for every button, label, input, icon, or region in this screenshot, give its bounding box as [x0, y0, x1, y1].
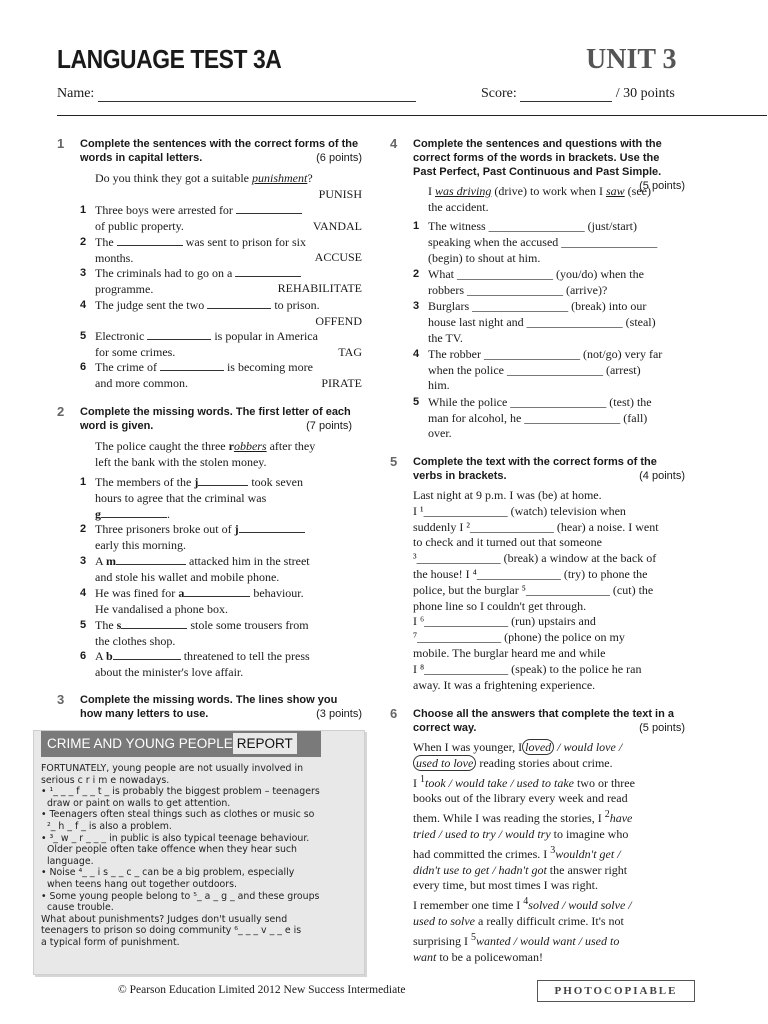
q6-gap-number: 4	[523, 896, 529, 908]
q1-item-3	[95, 266, 301, 298]
q4-item-number: 4	[413, 347, 420, 360]
q2-item-2-text2: early this morning.	[95, 537, 186, 552]
name-label: Name:	[57, 86, 95, 101]
q1-item-1-word: VANDAL	[312, 219, 362, 233]
q4-number: 4	[390, 136, 398, 151]
q1-item-4-text-b: to prison.	[274, 298, 320, 312]
q2-item-2-text: Three prisoners broke out of	[95, 522, 232, 536]
q1-item-6-text2: and more common.	[95, 375, 188, 390]
q2-item-5	[95, 618, 309, 650]
q1-example-answer: punishment	[251, 171, 308, 185]
q6-text-5a: them. While I was reading the stories, I	[413, 811, 602, 826]
q2-instruction-text: Complete the missing words. The first letter of each word is given.	[80, 406, 351, 432]
report-line: a typical form of punishment.	[41, 937, 180, 948]
q1-item-2	[95, 235, 306, 267]
report-title-accent: REPORT	[233, 733, 297, 754]
q2-item-1: The members of the j took seven hours to agree that the criminal was g .	[95, 475, 303, 521]
q1-item-number: 4	[80, 299, 87, 311]
q6-options-4a[interactable]: solved / would solve /	[528, 898, 632, 913]
q1-item-number: 2	[80, 236, 87, 248]
q1-item-6-text: The crime of	[95, 360, 157, 374]
q6-text-3a: I	[413, 775, 417, 790]
q1-item-3-text2: programme.	[95, 281, 154, 296]
q2-item-6-letter: b	[106, 649, 113, 663]
report-line: • Some young people belong to ⁵_ a _ g _ and these groups	[41, 890, 320, 902]
q2-item-number: 3	[80, 555, 87, 567]
q2-example-letter: r	[228, 439, 234, 453]
q1-answer-4[interactable]	[207, 298, 271, 309]
q2-item-3-text: A	[95, 554, 104, 568]
q2-item-number: 5	[80, 619, 87, 631]
q2-answer-5[interactable]	[121, 618, 187, 629]
score-total: / 30 points	[615, 86, 675, 101]
q2-item-4-text: He was fined for	[95, 586, 176, 600]
q5-points: (4 points)	[639, 470, 685, 482]
q6-options-2a[interactable]: have	[609, 811, 633, 826]
q4-item-5	[428, 395, 698, 442]
q6-option[interactable]: / would love /	[557, 740, 623, 754]
report-title: CRIME AND YOUNG PEOPLE	[47, 736, 233, 751]
q3-points: (3 points)	[316, 708, 362, 720]
q2-item-1-text2: hours to agree that the criminal was	[95, 490, 267, 505]
report-box	[33, 730, 365, 975]
q5-text-line: I ¹______________ (watch) television when	[413, 503, 626, 518]
q4-example-line2: the accident.	[428, 199, 489, 214]
q2-answer-1b[interactable]	[101, 507, 167, 518]
q2-example-post: after they	[269, 439, 316, 453]
q2-item-3-text-b: attacked him in the street	[189, 554, 310, 568]
q4-example-answer-2: saw	[605, 184, 625, 198]
score-label: Score:	[481, 86, 517, 101]
q2-item-number: 2	[80, 523, 87, 535]
q4-item-line: when the police ________________ (arrest)	[428, 362, 641, 377]
q2-item-4-letter: a	[178, 586, 185, 600]
q6-text-3c: two or three	[576, 775, 635, 790]
q1-item-3-word: REHABILITATE	[277, 281, 362, 295]
q2-item-4-text2: He vandalised a phone box.	[95, 601, 228, 616]
q2-item-2-letter: j	[234, 522, 239, 536]
q5-text-line: Last night at 9 p.m. I was (be) at home.	[413, 488, 602, 502]
q2-instruction	[80, 405, 352, 433]
q1-item-6-text-b: is becoming more	[226, 360, 313, 374]
q4-item-line: him.	[428, 378, 450, 393]
q4-item-line: The witness ________________ (just/start)	[428, 219, 637, 233]
q2-item-1-text-b: took seven	[251, 475, 303, 489]
q5-text-line: the house! I ⁴______________ (try) to phone the	[413, 566, 648, 581]
name-field[interactable]	[98, 90, 416, 102]
report-line: ²_ h _ f _ is also a problem.	[41, 821, 172, 832]
q1-example-pre: Do you think they got a suitable	[95, 171, 249, 185]
q1-item-5	[95, 329, 318, 361]
q2-number: 2	[57, 404, 65, 419]
q2-item-6-text: A	[95, 649, 104, 663]
report-line: FORTUNATELY, young people are not usually involved in	[41, 763, 304, 774]
q2-item-5-text-b: stole some trousers from	[190, 618, 309, 632]
q5-text	[413, 488, 703, 693]
q4-item-line: house last night and ________________ (steal)	[428, 314, 656, 329]
q6-gap-number: 1	[420, 773, 425, 785]
q5-text-line: I ⁸______________ (speak) to the police he ran	[413, 661, 642, 676]
q1-item-2-text: The	[95, 235, 114, 249]
q6-options-3b[interactable]: didn't use to get / hadn't got	[413, 862, 547, 877]
report-line: What about punishments? Judges don't usually send	[41, 913, 288, 925]
q4-item-line: What ________________ (you/do) when the	[428, 266, 644, 281]
q4-example-answer-1: was driving	[435, 184, 492, 198]
q4-points: (5 points)	[639, 180, 685, 192]
q2-answer-6[interactable]	[113, 649, 181, 660]
q2-example-line2: left the bank with the stolen money.	[95, 454, 267, 469]
q5-text-line: police, but the burglar ⁵______________ (cut) the	[413, 582, 654, 597]
q1-answer-6[interactable]	[160, 360, 224, 371]
q4-instruction-text: Complete the sentences and questions with the correct forms of the words in brackets. Use the Past Perfect, Past Continuous and Past Simple.	[413, 138, 662, 178]
score-field[interactable]	[520, 90, 612, 102]
q2-example-answer: obbers	[233, 439, 267, 453]
q2-item-6-text-b: threatened to tell the press	[183, 649, 310, 663]
q1-item-2-text-b: was sent to prison for six	[185, 235, 306, 249]
q1-instruction	[80, 137, 362, 165]
q2-item-number: 1	[80, 476, 87, 488]
q2-item-1-letter2: g	[95, 506, 101, 521]
q6-text-12a: surprising I	[413, 933, 468, 948]
q4-item-number: 2	[413, 267, 420, 280]
q5-text-line: ⁷______________ (phone) the police on my	[413, 630, 625, 645]
q1-item-1-text: Three boys were arrested for	[95, 203, 233, 217]
q4-item-line: Burglars ________________ (break) into our	[428, 299, 647, 313]
q1-answer-1[interactable]	[236, 203, 302, 214]
q1-item-2-word: ACCUSE	[314, 250, 362, 264]
q4-example	[428, 184, 651, 216]
q6-points: (5 points)	[639, 722, 685, 734]
q2-answer-3[interactable]	[116, 554, 186, 565]
photocopiable-badge: PHOTOCOPIABLE	[537, 980, 695, 1002]
report-line: • Teenagers often steal things such as clothes or music so	[41, 809, 315, 821]
q6-options-2b[interactable]: tried / used to try / would try	[413, 826, 551, 841]
q6-gap-number: 5	[471, 931, 476, 943]
q1-item-number: 1	[80, 204, 87, 216]
q6-options-5b[interactable]: want	[413, 949, 437, 964]
q2-item-6	[95, 649, 310, 681]
q2-points: (7 points)	[306, 420, 352, 432]
report-line: • ¹_ _ _ f _ _ t _ is probably the biggest problem – teenagers	[41, 786, 320, 798]
q3-instruction	[80, 693, 362, 721]
q2-item-5-text: The	[95, 618, 114, 632]
q5-text-line: away. It was a frightening experience.	[413, 677, 596, 692]
report-line: draw or paint on walls to get attention.	[41, 797, 231, 809]
report-line: when teens hang out together outdoors.	[41, 879, 238, 890]
q6-text-11b: a really difficult crime. It's not	[478, 913, 624, 928]
q6-answer-used-to-love[interactable]: used to love	[413, 755, 476, 771]
q4-example-a: I	[428, 184, 432, 198]
q1-item-5-text-b: is popular in America	[214, 329, 318, 343]
report-line: teenagers to prison so doing community ⁶_ _ _ v _ _ e is	[41, 925, 302, 937]
q1-item-1	[95, 203, 302, 235]
q2-item-number: 6	[80, 650, 87, 662]
q4-item-line: The robber ________________ (not/go) very far	[428, 346, 663, 361]
q2-answer-4[interactable]	[184, 586, 250, 597]
q2-item-5-letter: s	[116, 618, 122, 632]
report-line: • ³_ w _ r _ _ _ in public is also typical teenage behaviour.	[41, 832, 310, 844]
q6-text-13b: to be a policewoman!	[439, 949, 543, 964]
q6-text-7a: had committed the crimes. I	[413, 846, 548, 861]
report-heading	[41, 731, 321, 757]
q4-item-1	[428, 219, 698, 266]
q6-options-5a[interactable]: wanted / would want / used to	[476, 933, 620, 948]
q1-item-6	[95, 360, 313, 392]
q1-item-4-word: OFFEND	[315, 314, 362, 328]
q5-instruction	[413, 455, 685, 483]
q1-points: (6 points)	[316, 152, 362, 164]
q3-number: 3	[57, 692, 65, 707]
report-line: cause trouble.	[41, 902, 114, 914]
q1-instruction-text: Complete the sentences with the correct forms of the words in capital letters.	[80, 138, 359, 164]
q1-item-number: 3	[80, 267, 87, 279]
q1-item-5-text2: for some crimes.	[95, 344, 176, 359]
q5-text-line: phone line so I couldn't get through.	[413, 598, 587, 613]
report-line: serious c r i m e nowadays.	[41, 774, 170, 786]
q4-item-line: man for alcohol, he ________________ (fall)	[428, 410, 648, 425]
q6-options-4b[interactable]: used to solve	[413, 913, 475, 928]
report-line: Older people often take offence when they hear such	[41, 844, 297, 856]
q6-text-4: books out of the library every week and read	[413, 791, 628, 806]
q2-item-6-text2: about the minister's love affair.	[95, 664, 244, 679]
q4-item-number: 3	[413, 300, 420, 312]
q2-answer-1[interactable]	[198, 475, 248, 486]
q4-item-line: robbers ________________ (arrive)?	[428, 282, 608, 297]
footer-copyright: © Pearson Education Limited 2012 New Success Intermediate	[118, 984, 406, 996]
q6-text	[413, 740, 703, 965]
q6-gap-number: 2	[604, 809, 610, 821]
q6-gap-number: 3	[550, 844, 556, 856]
q6-answer-loved[interactable]: loved	[522, 739, 554, 755]
q5-text-line: ³______________ (break) a window at the back of	[413, 551, 657, 566]
q1-example-word: PUNISH	[318, 187, 362, 201]
q4-item-line: over.	[428, 426, 452, 441]
q4-item-line: speaking when the accused ________________	[428, 234, 658, 249]
q6-text-1a: When I was younger, I	[413, 740, 523, 754]
q1-item-4	[95, 298, 320, 314]
q1-item-4-text: The judge sent the two	[95, 298, 205, 312]
q2-item-3-letter: m	[106, 554, 117, 568]
q5-instruction-text: Complete the text with the correct forms of the verbs in brackets.	[413, 456, 657, 482]
name-row	[57, 86, 416, 102]
q4-item-line: (begin) to shout at him.	[428, 250, 541, 265]
q6-text-6b: to imagine who	[553, 826, 629, 841]
test-title: LANGUAGE TEST 3A	[57, 44, 282, 74]
q2-item-5-text2: the clothes shop.	[95, 633, 176, 648]
q1-answer-5[interactable]	[147, 329, 211, 340]
q2-item-2	[95, 522, 305, 554]
q1-number: 1	[57, 136, 65, 151]
q6-options-1[interactable]: took / would take / used to take	[425, 775, 574, 790]
q1-item-2-text2: months.	[95, 250, 134, 265]
q1-answer-3[interactable]	[235, 266, 301, 277]
q6-text-2b: reading stories about crime.	[479, 755, 613, 770]
q1-item-number: 5	[80, 330, 87, 342]
report-line: language.	[41, 855, 94, 867]
q4-item-2	[428, 267, 698, 299]
q5-text-line: suddenly I ²______________ (hear) a noise. I went	[413, 519, 659, 534]
q2-item-3	[95, 554, 310, 586]
q2-item-number: 4	[80, 587, 87, 599]
q1-item-5-text: Electronic	[95, 329, 145, 343]
q2-item-4-text-b: behaviour.	[253, 586, 304, 600]
q2-item-1-letter: j	[194, 475, 199, 489]
q1-example	[95, 171, 313, 187]
q1-item-3-text: The criminals had to go on a	[95, 266, 233, 280]
q5-number: 5	[390, 454, 398, 469]
header-divider	[57, 115, 767, 116]
q2-item-3-text2: and stole his wallet and mobile phone.	[95, 569, 280, 584]
q2-example	[95, 439, 315, 471]
q2-answer-2[interactable]	[239, 522, 305, 533]
q1-item-6-word: PIRATE	[321, 376, 362, 390]
q5-text-line: to check and it turned out that someone	[413, 535, 602, 550]
q4-example-c: (see)	[627, 184, 651, 198]
q5-text-line: mobile. The burglar heard me and while	[413, 645, 606, 660]
q1-example-post: ?	[307, 171, 313, 185]
q2-item-1-text: The members of the	[95, 475, 192, 489]
q6-text-9: every time, but most times I was right.	[413, 878, 598, 893]
q4-item-line: the TV.	[428, 330, 463, 345]
q6-text-10a: I remember one time I	[413, 898, 521, 913]
q4-example-b: (drive) to work when I	[494, 184, 603, 198]
q6-instruction-text: Choose all the answers that complete the text in a correct way.	[413, 708, 675, 734]
q1-item-number: 6	[80, 361, 87, 373]
q6-options-3a[interactable]: wouldn't get /	[555, 846, 621, 861]
q4-item-line: While the police ________________ (test) the	[428, 394, 652, 409]
score-row	[481, 86, 675, 102]
q5-text-line: I ⁶______________ (run) upstairs and	[413, 614, 596, 629]
q6-instruction	[413, 707, 685, 735]
unit-title: UNIT 3	[586, 44, 677, 75]
q2-example-pre: The police caught the three	[95, 439, 226, 453]
q3-instruction-text: Complete the missing words. The lines show you how many letters to use.	[80, 694, 338, 720]
q4-item-number: 5	[413, 395, 420, 408]
q6-text-8b: the answer right	[549, 862, 628, 877]
q6-number: 6	[390, 706, 398, 721]
q1-item-1-text2: of public property.	[95, 218, 184, 233]
q2-item-4	[95, 586, 304, 618]
q4-item-3	[428, 299, 698, 346]
q1-answer-2[interactable]	[117, 235, 183, 246]
q4-item-number: 1	[413, 220, 420, 232]
q4-item-4	[428, 347, 698, 394]
report-line: • Noise ⁴_ _ i s _ _ c _ can be a big problem, especially	[41, 867, 295, 879]
q1-item-5-word: TAG	[338, 345, 362, 359]
